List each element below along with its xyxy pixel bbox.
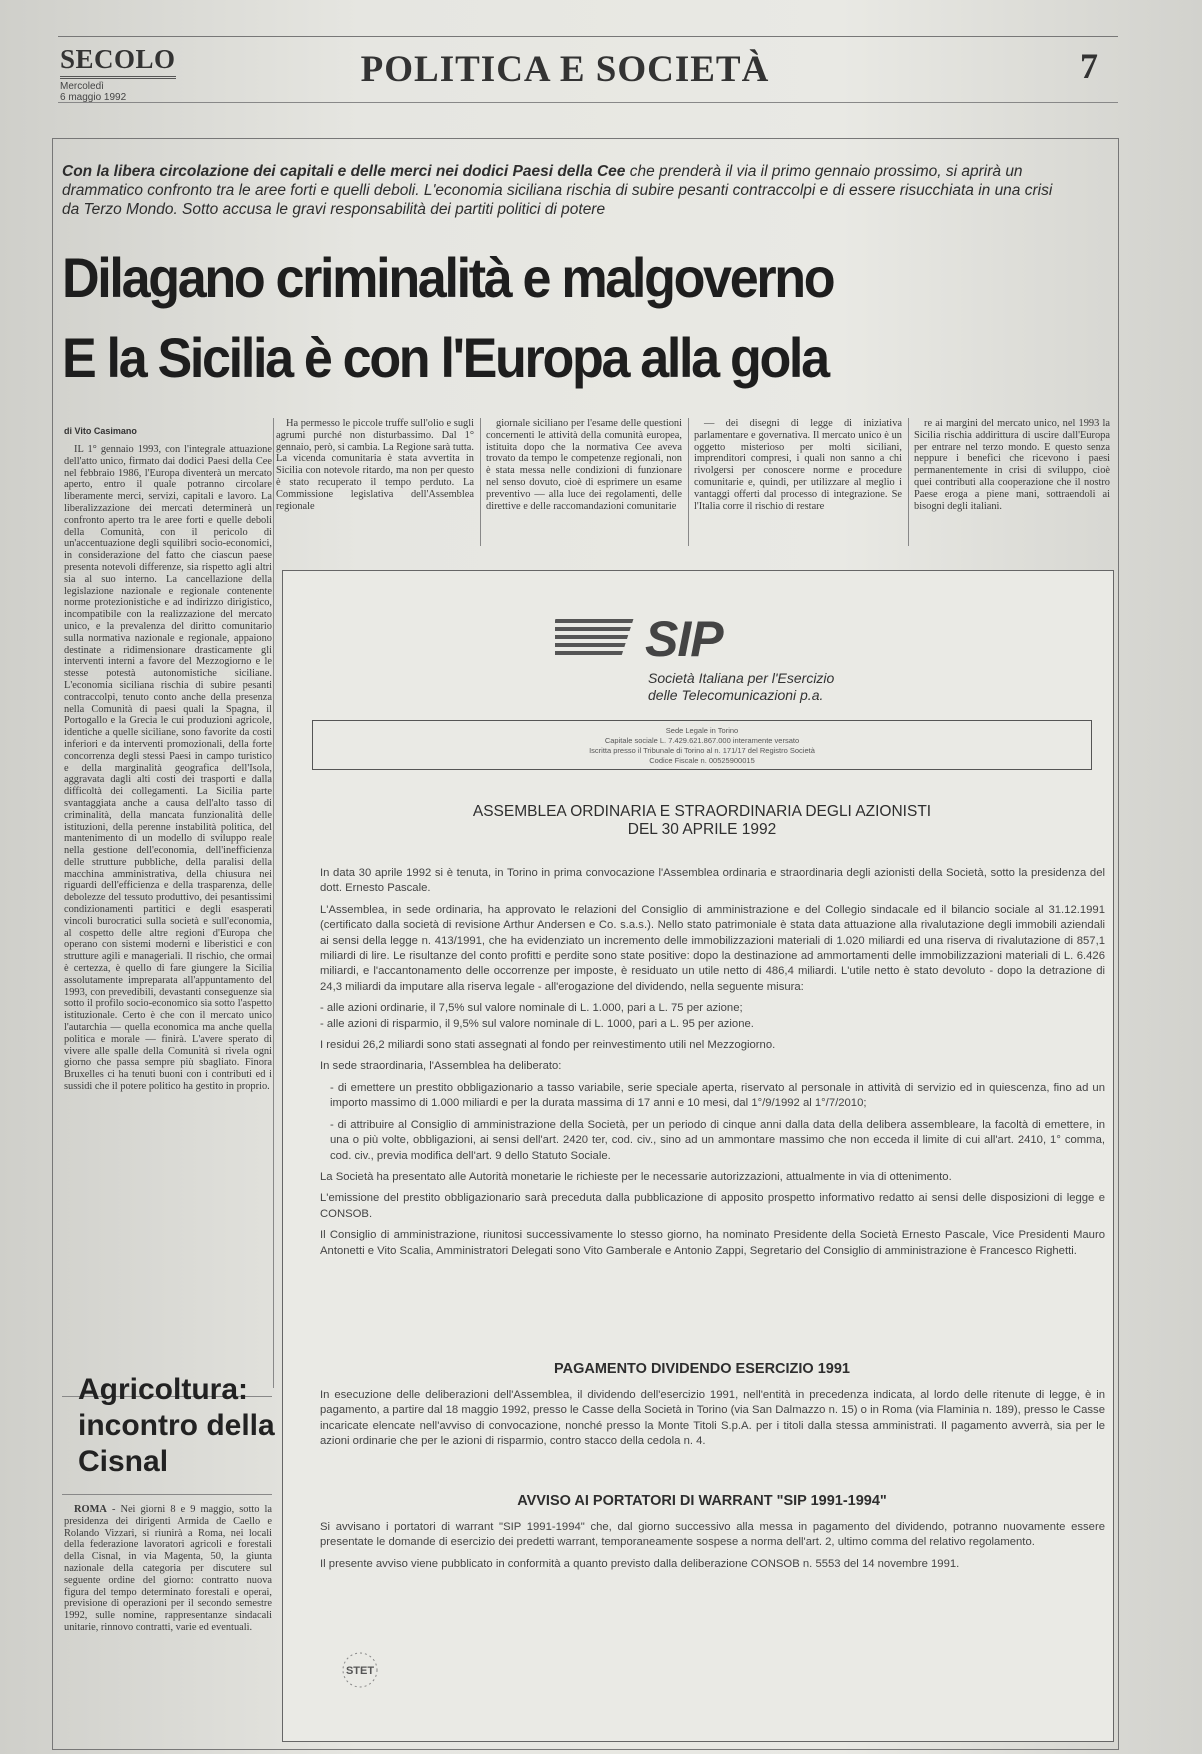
legal-line-2: Capitale sociale L. 7.429.621.867.000 interamente versato [604, 736, 800, 745]
masthead: SECOLO [60, 44, 176, 79]
side-article-title: Agricoltura: incontro della Cisnal [78, 1373, 275, 1478]
legal-info-box [312, 720, 1092, 770]
notice-paragraph: Il Consiglio di amministrazione, riunitosi successivamente lo stesso giorno, ha nominato Presidente della Società Ernesto Pascale, Vice Presidenti Mauro Antonetti e Vito Scalia, Amministratori Delegati sono Vito Gamberale e Antonio Zappi, Segretario del Consiglio di amministrazione è Francesco Righetti. [320, 1229, 1105, 1257]
side-article-dateline: ROMA [74, 1504, 107, 1515]
column-divider [908, 418, 909, 546]
column-1-text: IL 1° gennaio 1993, con l'integrale attuazione dell'atto unico, firmato dai dodici Paesi della Cee nel febbraio 1986, l'Europa diventerà un mercato aperto, entro il quale potranno circolare liberamente merci, servizi, capitali e lavoro. La liberalizzazione dei mercati determinerà un confronto aperto tra le aree forti e quelle deboli della Comunità, con il pericolo di un'accentuazione degli squilibri socio-economici, in considerazione del fatto che ciascun paese presenta notevoli differenze, sia rispetto agli altri sia al suo interno. La cancellazione della legislazione nazionale e regionale contenente norme protezionistiche e ad indirizzo dirigistico, incompatibile con la realizzazione del mercato unico, e la prevalenza del diritto comunitario sulla normativa nazionale e regionale, appaiono destinate a ridimensionare drasticamente gli interventi interni a favore del Mezzogiorno e le stesse potestà autonomistiche siciliane. L'economia siciliana rischia di subire pesanti contraccolpi, tenuto conto anche della presenza nella Comunità di paesi quali la Spagna, il Portogallo e la Grecia le cui produzioni agricole, identiche a quelle siciliane, sono favorite da costi inferiori e da interventi promozionali, della forte concorrenza degli stessi Paesi in campo turistico e della marginalità geografica dell'Isola, aggravata dagli alti costi dei trasporti e dalla difficoltà dei collegamenti. La Sicilia parte svantaggiata anche a causa dell'alto tasso di criminalità, della mancata funzionalità delle istituzioni, della perenne instabilità politica, del mantenimento di un modello di sviluppo reale nella gestione dell'economia, dell'inefficienza delle strutture pubbliche, della paralisi della macchina amministrativa, della chiusura nei riguardi dell'efficienza e della trasparenza, delle debolezze del tessuto produttivo, dei pesantissimi condizionamenti partitici e degli esasperati vincoli burocratici sulla società e sull'economia, al cospetto delle altre regioni d'Europa che operano con sistemi moderni e liberistici e con strutture agili e manageriali. Il rischio, che ormai è certezza, è quello di fare giungere la Sicilia assolutamente impreparata all'appuntamento del 1993, con prevedibili, devastanti conseguenze sia sotto il profilo socio-economico sia sotto l'aspetto istituzionale. Certo è che con il mercato unico l'autarchia — quella economica ma anche quella politica e morale — finirà. L'avere sperato di vivere alle spalle della Comunità si rivela ogni giorno che passa sempre più sbagliato. Finora Bruxelles ci ha tenuti buoni con i contributi ed i sussidi che il potere politico ha gestito in proprio. [64, 444, 272, 1093]
dividend-body [320, 1388, 1105, 1456]
notice-paragraph: L'emissione del prestito obbligazionario sarà preceduta dalla pubblicazione di apposito prospetto informativo redatto ai sensi delle disposizioni di legge e CONSOB. [320, 1192, 1105, 1220]
column-5-text: re ai margini del mercato unico, nel 1993 la Sicilia rischia addirittura di uscire dall'Europa per entrare nel terzo mondo. E questo senza neppure i benefici che ricevono i paesi permanentemente in crisi di sviluppo, cioè quei contributi alla cooperazione che il nostro Paese eroga a piene mani, sottraendoli ai bisogni degli italiani. [914, 418, 1110, 512]
issue-date [60, 81, 126, 103]
notice-paragraph: In esecuzione delle deliberazioni dell'Assemblea, il dividendo dell'esercizio 1991, nell'entità in precedenza indicata, al lordo delle ritenute di legge, è in pagamento, a partire dal 18 maggio 1992, presso le Casse della Società in Torino (via San Dalmazzo n. 15) o in Roma (via Flaminia n. 189), presso le Casse incaricate elencate nell'avviso di convocazione, nonché presso la Monte Titoli S.p.A. per i titoli dalla stessa amministrati. Il pagamento avverrà, sia per le azioni ordinarie che per le azioni di risparmio, contro stacco della cedola n. 4. [320, 1389, 1105, 1448]
assembly-title [312, 803, 1092, 839]
company-name-line-1: Società Italiana per l'Esercizio [648, 670, 835, 686]
notice-paragraph: Si avvisano i portatori di warrant "SIP 1991-1994" che, dal giorno successivo alla messa in pagamento del dividendo, potranno nuovamente essere presentate le domande di esercizio dei predetti warrant, temporaneamente sospese a norma dell'art. 2, ultimo comma del relativo regolamento. [320, 1521, 1105, 1549]
assembly-title-line-2: DEL 30 APRILE 1992 [627, 821, 777, 838]
issue-day: Mercoledì [60, 81, 104, 92]
article-column-2 [276, 418, 474, 544]
company-name-line-2: delle Telecomunicazioni p.a. [648, 687, 824, 703]
column-3-text: giornale siciliano per l'esame delle questioni concernenti le attività della comunità europea, istituita dopo che la normativa Cee aveva trovato da tempo le competenze regionali, non è stata messa nelle condizioni di funzionare nel senso dovuto, cioè di esprimere un esame preventivo — alla luce dei regolamenti, delle direttive e delle raccomandazioni comunitarie [486, 418, 682, 512]
article-column-4 [694, 418, 902, 544]
notice-paragraph: - alle azioni di risparmio, il 9,5% sul valore nominale di L. 1000, pari a L. 95 per azione. [320, 1017, 754, 1030]
notice-paragraph: Il presente avviso viene pubblicato in conformità a quanto previsto dalla deliberazione CONSOB n. 5553 del 14 novembre 1991. [320, 1557, 960, 1570]
legal-line-4: Codice Fiscale n. 00525900015 [649, 756, 755, 765]
sip-brand: SIP [645, 611, 723, 667]
article-column-1 [64, 444, 272, 1394]
notice-paragraph: La Società ha presentato alle Autorità monetarie le richieste per le necessarie autorizzazioni, attualmente in via di ottenimento. [320, 1170, 952, 1183]
notice-paragraph: - di emettere un prestito obbligazionario a tasso variabile, serie speciale aperta, riservato al personale in attività di servizio ed in quiescenza, fino ad un importo massimo di 1.000 miliardi e per la durata massima di 17 anni e 10 mesi, dal 1°/9/1992 al 1°/7/2010; [330, 1081, 1105, 1110]
side-divider [62, 1494, 272, 1495]
section-title: POLITICA E SOCIETÀ [360, 49, 770, 90]
column-4-text: — dei disegni di legge di iniziativa parlamentare e governativa. Il mercato unico è un oggetto misterioso per molti siciliani, imprenditori compresi, i quali non sanno a chi rivolgersi per conoscere norme e procedure comunitarie e, quindi, per utilizzare al meglio i vantaggi offerti dal processo di integrazione. Se l'Italia corre il rischio di restare [694, 418, 902, 512]
assembly-notice-body [320, 866, 1105, 1265]
kicker-bold: Con la libera circolazione dei capitali e delle merci nei dodici Paesi della Cee [62, 163, 626, 180]
company-name [648, 670, 888, 704]
legal-line-3: Iscritta presso il Tribunale di Torino al n. 171/17 del Registro Società [589, 746, 815, 755]
article-kicker [62, 162, 1062, 219]
legal-line-1: Sede Legale in Torino [665, 726, 739, 735]
kicker-rest: che prenderà il via il primo gennaio prossimo, si aprirà un drammatico confronto tra le aree forti e quelli deboli. L'economia siciliana rischia di subire pesanti contraccolpi e di essere risucchiata in una crisi da Terzo Mondo. Sotto accusa le gravi responsabilità dei partiti politici di potere [62, 163, 1053, 218]
header-top-rule [58, 36, 1118, 37]
stet-logo-icon [330, 1650, 390, 1690]
warrant-heading: AVVISO AI PORTATORI DI WARRANT "SIP 1991-1994" [517, 1493, 887, 1509]
notice-paragraph: L'Assemblea, in sede ordinaria, ha approvato le relazioni del Consiglio di amministrazione e del Collegio sindacale ed il bilancio sociale al 31.12.1991 (certificato dalla società di revisione Arthur Andersen e Co. s.a.s.). Nello stato patrimoniale è stata data attuazione alla rivalutazione degli immobili aziendali ai sensi della legge n. 413/1991, che ha evidenziato un incremento delle immobilizzazioni materiali di 1.020 miliardi ed una riserva di rivalutazione di 857,1 miliardi di lire. Le risultanze del conto profitti e perdite sono state positive: dopo la destinazione ad ammortamenti delle immobilizzazioni materiali di L. 6.426 miliardi, e l'accantonamento delle occorrenze per imposte, è residuato un utile netto di 486,4 miliardi. L'utile netto è stato devoluto - dopo la detrazione di 24,3 miliardi da imputare alla riserva legale - all'erogazione del dividendo, nella seguente misura: [320, 903, 1105, 993]
notice-paragraph: - alle azioni ordinarie, il 7,5% sul valore nominale di L. 1.000, pari a L. 75 per azione; [320, 1002, 743, 1015]
assembly-title-line-1: ASSEMBLEA ORDINARIA E STRAORDINARIA DEGLI AZIONISTI [472, 803, 932, 820]
column-divider [688, 418, 689, 546]
column-divider [480, 418, 481, 546]
article-column-5 [914, 418, 1110, 544]
article-column-3 [486, 418, 682, 544]
headline-line-2: E la Sicilia è con l'Europa alla gola [62, 326, 828, 389]
page-number: 7 [1080, 46, 1098, 86]
side-article-body: - Nei giorni 8 e 9 maggio, sotto la presidenza dei dirigenti Armida de Caello e Rolando Vizzari, si riunirà a Roma, nei locali della federazione lavoratori agricoli e forestali della Cisnal, in via Magenta, 50, la giunta nazionale della categoria per discutere sul seguente ordine del giorno: contratto nuova figura del tempo determinato forestali e operai, previsione di operazioni per il secondo semestre 1992, sulle nomine, rappresentanze sindacali unitarie, rinnovo contratti, varie ed eventuali. [64, 1504, 272, 1633]
side-article-text [64, 1504, 272, 1744]
notice-paragraph: - di attribuire al Consiglio di amministrazione della Società, per un periodo di cinque anni dalla data della delibera assembleare, la facoltà di emettere, in una o più volte, obbligazioni, ai sensi dell'art. 2420 ter, cod. civ., sino ad un ammontare massimo che non ecceda il limite di cui all'art. 2410, 1° comma, cod. civ., previa modifica dell'art. 9 dello Statuto Sociale. [330, 1118, 1105, 1162]
notice-paragraph: In sede straordinaria, l'Assemblea ha deliberato: [320, 1060, 562, 1073]
headline-line-1: Dilagano criminalità e malgoverno [62, 246, 834, 309]
column-2-text: Ha permesso le piccole truffe sull'olio e sugli agrumi purché non disturbassimo. Dal 1° gennaio, però, si cambia. La Regione sarà tutta. La vicenda comunitaria è stata avvertita in Sicilia con notevole ritardo, ma non per questo è stato recuperato il tempo perduto. La Commissione legislativa dell'Assemblea regionale [276, 418, 474, 512]
column-divider [273, 418, 274, 1388]
article-headline [62, 238, 1029, 398]
warrant-body [320, 1520, 1105, 1578]
notice-paragraph: In data 30 aprile 1992 si è tenuta, in Torino in prima convocazione l'Assemblea ordinaria e straordinaria degli azionisti della Società, sotto la presidenza del dott. Ernesto Pascale. [320, 867, 1105, 895]
notice-paragraph: I residui 26,2 miliardi sono stati assegnati al fondo per reinvestimento utili nel Mezzogiorno. [320, 1039, 776, 1052]
dividend-heading: PAGAMENTO DIVIDENDO ESERCIZIO 1991 [554, 1361, 850, 1377]
byline: di Vito Casimano [64, 426, 137, 436]
issue-date-text: 6 maggio 1992 [60, 92, 127, 103]
stet-logo-text: STET [345, 1665, 375, 1677]
header-bottom-rule [58, 102, 1118, 103]
